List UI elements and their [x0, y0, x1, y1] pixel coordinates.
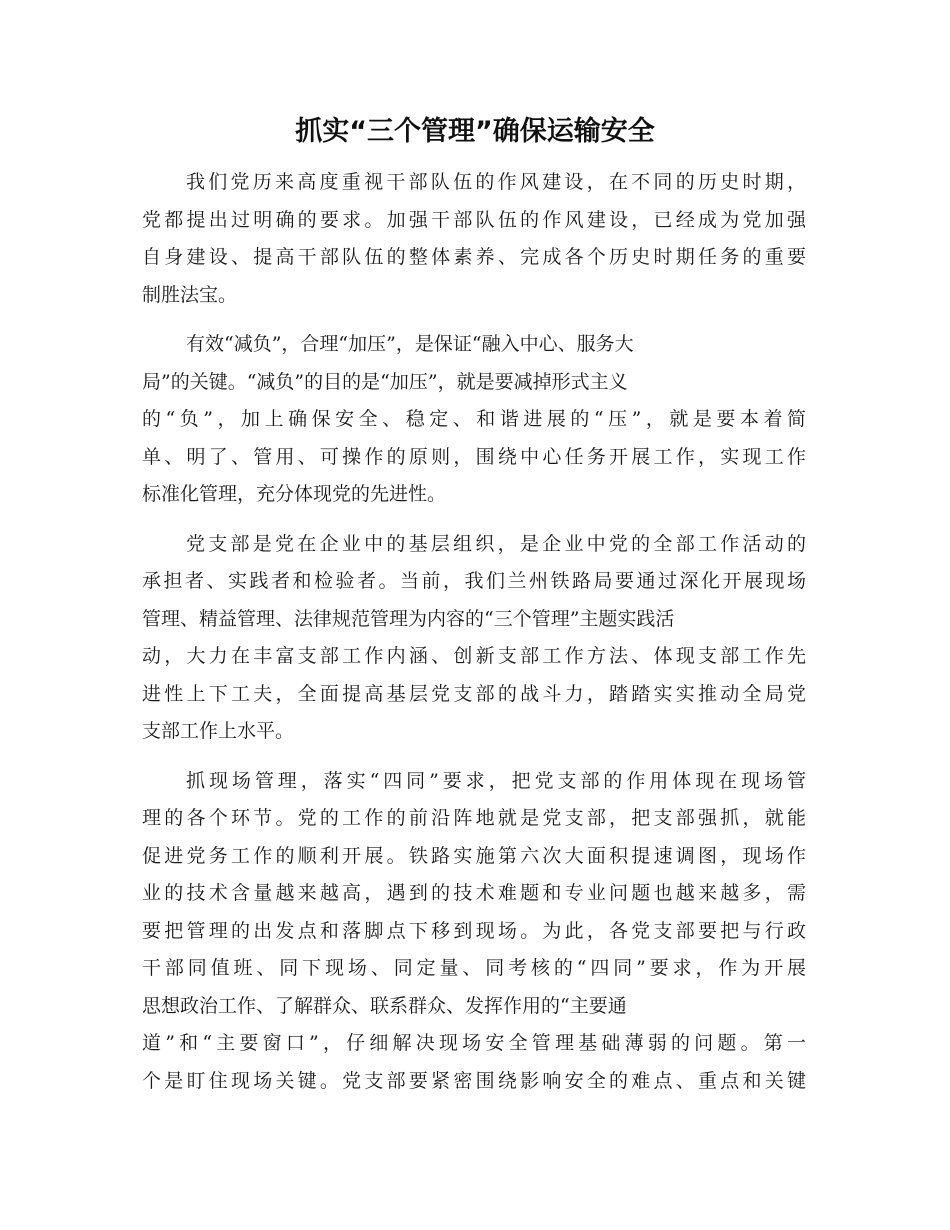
paragraph-line: 动，大力在丰富支部工作内涵、创新支部工作方法、体现支部工作先 [142, 645, 806, 667]
paragraph-line: 思想政治工作、了解群众、联系群众、发挥作用的“主要通 [142, 994, 627, 1017]
paragraph-1 [142, 164, 806, 314]
paragraph-line: 标准化管理，充分体现党的先进性。 [142, 483, 447, 505]
paragraph-line: 进性上下工夫，全面提高基层党支部的战斗力，踏踏实实推动全局党 [142, 682, 806, 705]
paragraph-line: 承担者、实践者和检验者。当前，我们兰州铁路局要通过深化开展现场 [142, 570, 806, 592]
paragraph-line: 党支部是党在企业中的基层组织，是企业中党的全部工作活动的 [186, 532, 806, 555]
document-body [142, 164, 806, 1112]
paragraph-line: 局”的关键。“减负”的目的是“加压”，就是要减掉形式主义 [142, 370, 628, 393]
paragraph-line: 制胜法宝。 [142, 283, 238, 306]
paragraph-2 [142, 326, 806, 514]
paragraph-line: 支部工作上水平。 [142, 720, 295, 742]
paragraph-line: 要把管理的出发点和落脚点下移到现场。为此，各党支部要把与行政 [142, 919, 806, 942]
paragraph-line: 抓现场管理，落实“四同”要求，把党支部的作用体现在现场管 [186, 769, 806, 792]
paragraph-line: 个是盯住现场关键。党支部要紧密围绕影响安全的难点、重点和关键 [142, 1069, 806, 1092]
paragraph-4 [142, 763, 806, 1101]
paragraph-line: 的“负”，加上确保安全、稳定、和谐进展的“压”，就是要本着简 [142, 408, 806, 430]
paragraph-line: 单、明了、管用、可操作的原则，围绕中心任务开展工作，实现工作 [142, 445, 806, 468]
paragraph-line: 道”和“主要窗口”，仔细解决现场安全管理基础薄弱的问题。第一 [142, 1032, 806, 1054]
document-title: 抓实“三个管理”确保运输安全 [295, 116, 655, 147]
paragraph-line: 管理、精益管理、法律规范管理为内容的“三个管理”主题实践活 [142, 607, 675, 630]
paragraph-line: 理的各个环节。党的工作的前沿阵地就是党支部，把支部强抓，就能 [142, 807, 806, 829]
paragraph-line: 党都提出过明确的要求。加强干部队伍的作风建设，已经成为党加强 [142, 208, 806, 231]
paragraph-line: 干部同值班、同下现场、同定量、同考核的“四同”要求，作为开展 [142, 957, 806, 979]
paragraph-line: 有效“减负”，合理“加压”，是保证“融入中心、服务大 [186, 333, 634, 355]
paragraph-line: 促进党务工作的顺利开展。铁路实施第六次大面积提速调图，现场作 [142, 844, 806, 867]
paragraph-line: 业的技术含量越来越高，遇到的技术难题和专业问题也越来越多，需 [142, 882, 806, 904]
paragraph-line: 我们党历来高度重视干部队伍的作风建设，在不同的历史时期， [186, 171, 806, 193]
paragraph-3 [142, 526, 806, 751]
paragraph-line: 自身建设、提高干部队伍的整体素养、完成各个历史时期任务的重要 [142, 246, 806, 268]
